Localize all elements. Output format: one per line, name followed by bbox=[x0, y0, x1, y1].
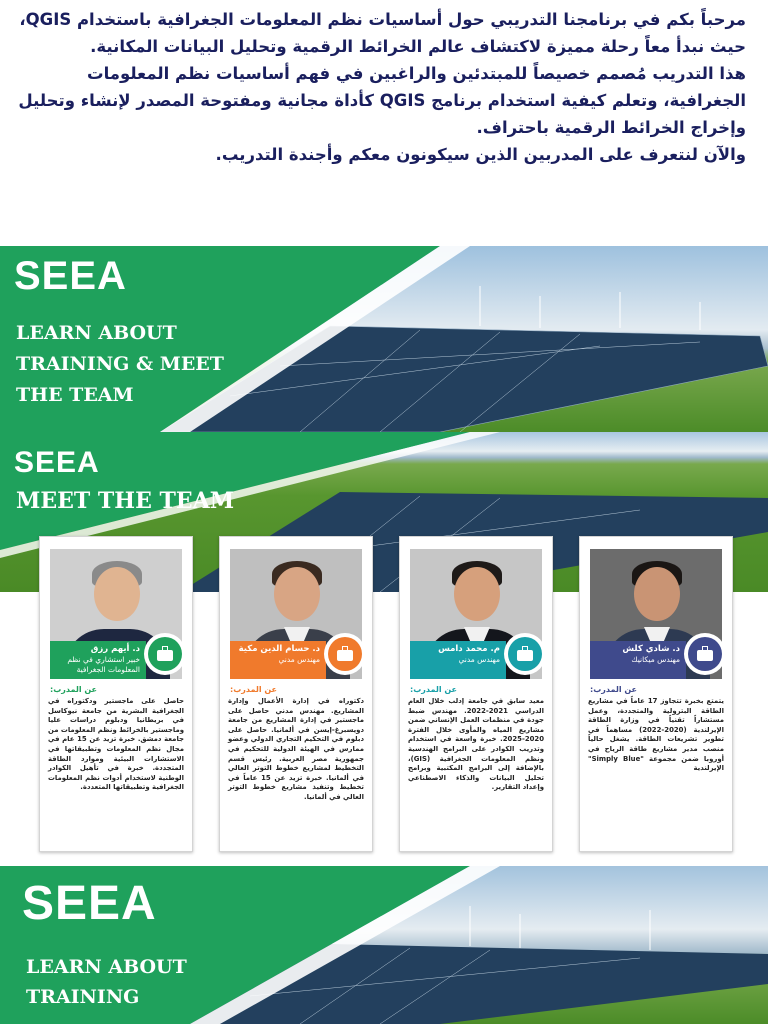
trainer-label: عن المدرب: bbox=[50, 685, 98, 694]
heading-line-2: TRAINING bbox=[26, 986, 140, 1008]
briefcase-badge bbox=[324, 633, 366, 675]
trainer-role: خبير استشاري في نظم المعلومات الجغرافية bbox=[67, 655, 140, 674]
trainer-name: د. شادي كلش bbox=[622, 644, 680, 654]
heading-line-3: THE TEAM bbox=[16, 384, 134, 406]
intro-paragraph-2: هذا التدريب مُصمم خصيصاً للمبتدئين والراغبين في فهم أساسيات نظم المعلومات الجغرافية، وتعلم كيفية استخدام برنامج QGIS كأداة مجانية ومفتوحة المصدر لإنشاء وتحليل وإخراج الخرائط الرقمية باحتراف. bbox=[18, 64, 746, 137]
intro-section bbox=[0, 0, 768, 246]
trainer-name-bar bbox=[410, 641, 506, 679]
trainer-card-1 bbox=[39, 536, 193, 852]
intro-paragraph-3: والآن لنتعرف على المدربين الذين سيكونون معكم وأجندة التدريب. bbox=[215, 145, 746, 164]
trainer-label: عن المدرب: bbox=[590, 685, 638, 694]
trainer-label: عن المدرب: bbox=[230, 685, 278, 694]
briefcase-badge bbox=[504, 633, 546, 675]
trainer-name-bar bbox=[50, 641, 146, 679]
trainer-name-bar bbox=[230, 641, 326, 679]
trainer-card-2 bbox=[219, 536, 373, 852]
banner-learn-meet bbox=[0, 246, 768, 432]
heading-line-1: LEARN ABOUT bbox=[16, 322, 177, 344]
banner-heading bbox=[16, 318, 224, 411]
intro-text bbox=[16, 6, 746, 168]
intro-paragraph-1: مرحباً بكم في برنامجنا التدريبي حول أساسيات نظم المعلومات الجغرافية باستخدام QGIS، حيث نبدأ معاً رحلة مميزة لاكتشاف عالم الخرائط الرقمية وتحليل البيانات المكانية. bbox=[19, 10, 746, 56]
briefcase-icon bbox=[517, 650, 533, 661]
briefcase-icon bbox=[337, 650, 353, 661]
trainer-name: د. حسام الدين مكية bbox=[238, 644, 320, 654]
trainer-role: مهندس مدني bbox=[278, 655, 320, 664]
trainer-card-3 bbox=[399, 536, 553, 852]
seea-logo: SEEA bbox=[22, 877, 157, 930]
banner-heading bbox=[26, 952, 187, 1012]
briefcase-icon bbox=[157, 650, 173, 661]
heading-line-2: TRAINING & MEET bbox=[16, 353, 224, 375]
banner-learn-training bbox=[0, 866, 768, 1024]
seea-logo: SEEA bbox=[14, 446, 100, 479]
trainer-role: مهندس مدني bbox=[458, 655, 500, 664]
banner-heading: MEET THE TEAM bbox=[16, 488, 235, 514]
seea-logo: SEEA bbox=[14, 254, 127, 298]
briefcase-icon bbox=[697, 650, 713, 661]
trainer-name: م. محمد دامس bbox=[438, 644, 500, 654]
briefcase-badge bbox=[144, 633, 186, 675]
trainer-role: مهندس ميكانيك bbox=[631, 655, 680, 664]
trainer-name: د. أيهم رزق bbox=[90, 644, 140, 654]
trainer-card-4 bbox=[579, 536, 733, 852]
trainer-bio: دكتوراه في إدارة الأعمال وإدارة المشاريع. مهندس مدني حاصل على ماجستير في إدارة المشاريع من جامعة دويسبرغ-إيسن في ألمانيا. حاصل على دبلوم في التحكيم التجاري الدولي وعضو ممارس في الهيئة الدولية للتحكيم في جمهورية مصر العربية. رئيس قسم التخطيط لمشاريع خطوط التوتر العالي في ألمانيا. خبرة تزيد عن 15 عاماً في تخطيط وتنفيذ مشاريع خطوط التوتر العالي في ألمانيا. bbox=[228, 697, 364, 801]
trainer-label: عن المدرب: bbox=[410, 685, 458, 694]
trainer-bio: معيد سابق في جامعة إدلب خلال العام الدراسي 2021-2022. مهندس ضبط جودة في منظمات العمل الإنساني ضمن مشاريع المياه والمأوى خلال الفترة 2020-2025. خبرة واسعة في استخدام وتدريب الكوادر على البرامج الهندسية ونظم المعلومات الجغرافية (GIS)، بالإضافة إلى البرامج المكتبية وبرامج تحليل البيانات والذكاء الاصطناعي وإعداد التقارير. bbox=[408, 697, 544, 792]
heading-line-1: LEARN ABOUT bbox=[26, 956, 187, 978]
briefcase-badge bbox=[684, 633, 726, 675]
trainer-bio: يتمتع بخبرة تتجاوز 17 عاماً في مشاريع الطاقة البترولية والمتجددة، وعمل مستشاراً تقنياً في وزارة الطاقة الإيرلندية (2020-2022) مساهماً في تطوير تشريعات الطاقة. يشغل حالياً منصب مدير مشاريع طاقة الرياح في أوروبا ضمن مجموعة "Simply Blue" الإيرلندية bbox=[588, 697, 724, 773]
trainer-name-bar bbox=[590, 641, 686, 679]
trainer-bio: حاصل على ماجستير ودكتوراه في الجغرافية البشرية من جامعة نيوكاسل في بريطانيا ودبلوم دراسات عليا وماجستير بالخرائط ونظم المعلومات من جامعة دمشق. خبرة تزيد عن 15 عام في مجال نظم المعلومات وتطبيقاتها في الاستشارات البيئية وموارد الطاقة المتجددة. خبرة في تأهيل الكوادر الوطنية لاستخدام أدوات نظم المعلومات الجغرافية وتطبيقاتها المتعددة. bbox=[48, 697, 184, 792]
